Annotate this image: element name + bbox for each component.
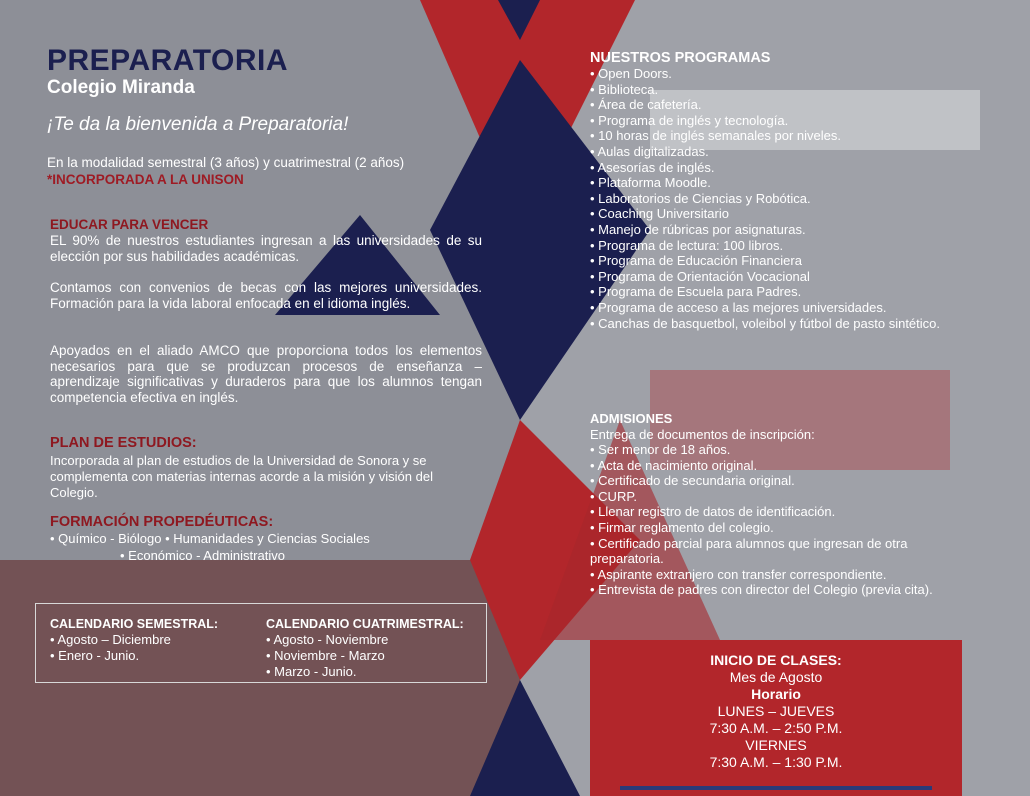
programas-list [590,66,970,331]
list-item: • Programa de Orientación Vocacional [590,268,810,284]
list-item: • Entrevista de padres con director del Colegio (previa cita). [590,582,933,598]
list-item: • Certificado de secundaria original. [590,473,795,489]
formacion-line-1: • Químico - Biólogo • Humanidades y Ciencias Sociales [50,531,370,546]
list-item: • Acta de nacimiento original. [590,457,758,473]
page-title: PREPARATORIA [47,44,289,77]
calendar-box [35,603,487,683]
horario-days-1: LUNES – JUEVES [717,703,835,719]
list-item: • 10 horas de inglés semanales por niveles. [590,128,841,144]
list-item: • Certificado parcial para alumnos que ingresan de otra preparatoria. [590,535,908,567]
educar-paragraph-2: Contamos con convenios de becas con las mejores universidades. Formación para la vida laboral enfocada en el idioma inglés. [50,280,482,311]
formacion-heading: FORMACIÓN PROPEDÉUTICAS: [50,514,274,530]
calendar-semestral-item: • Agosto – Diciembre [50,632,171,647]
calendar-cuatrimestral [266,616,464,680]
list-item: • CURP. [590,488,637,504]
calendar-cuatrimestral-item: • Marzo - Junio. [266,664,357,679]
calendar-semestral-heading: CALENDARIO SEMESTRAL: [50,617,219,631]
list-item: • Programa de inglés y tecnología. [590,112,789,128]
list-item: • Coaching Universitario [590,206,729,222]
list-item: • Asesorías de inglés. [590,159,715,175]
list-item: • Área de cafetería. [590,97,702,113]
calendar-cuatrimestral-item: • Agosto - Noviembre [266,632,389,647]
educar-paragraph-3: Apoyados en el aliado AMCO que proporciona todos los elementos necesarios para que se produzcan procesos de enseñanza – aprendizaje significativas y duraderos para que los alumnos tengan competencia efectiva en inglés. [50,343,482,405]
list-item: • Aulas digitalizadas. [590,143,709,159]
educar-paragraph-1: EL 90% de nuestros estudiantes ingresan a las universidades de su elección por sus habilidades académicas. [50,233,482,264]
calendar-cuatrimestral-heading: CALENDARIO CUATRIMESTRAL: [266,617,464,631]
admisiones-intro: Entrega de documentos de inscripción: [590,427,815,442]
inicio-bottom-bar [620,786,932,790]
list-item: • Programa de Escuela para Padres. [590,284,802,300]
inicio-heading: INICIO DE CLASES: [710,652,842,668]
horario-heading: Horario [751,686,801,702]
modality-text [47,154,447,188]
formacion-line-2: • Económico - Administrativo [120,548,285,563]
list-item: • Firmar reglamento del colegio. [590,519,774,535]
list-item: • Plataforma Moodle. [590,175,711,191]
programas-heading: NUESTROS PROGRAMAS [590,50,771,66]
calendar-cuatrimestral-item: • Noviembre - Marzo [266,648,385,663]
admisiones-heading: ADMISIONES [590,411,673,426]
list-item: • Programa de Educación Financiera [590,253,802,269]
list-item: • Biblioteca. [590,81,659,97]
horario-time-1: 7:30 A.M. – 2:50 P.M. [709,720,843,736]
horario-time-2: 7:30 A.M. – 1:30 P.M. [709,754,843,770]
horario-days-2: VIERNES [745,737,807,753]
inicio-clases-box [590,640,962,796]
incorporated-badge: *INCORPORADA A LA UNISON [47,172,244,187]
inicio-month: Mes de Agosto [729,669,823,685]
modality-description: En la modalidad semestral (3 años) y cuatrimestral (2 años) [47,155,405,170]
educar-heading: EDUCAR PARA VENCER [50,217,209,232]
calendar-semestral [50,616,218,664]
list-item: • Canchas de basquetbol, voleibol y fútbol de pasto sintético. [590,315,940,331]
admisiones-list [590,442,970,598]
list-item: • Manejo de rúbricas por asignaturas. [590,221,806,237]
list-item: • Ser menor de 18 años. [590,442,731,457]
calendar-semestral-item: • Enero - Junio. [50,648,140,663]
school-name: Colegio Miranda [47,77,195,98]
list-item: • Llenar registro de datos de identificación. [590,504,836,520]
list-item: • Open Doors. [590,66,672,81]
plan-text: Incorporada al plan de estudios de la Universidad de Sonora y se complementa con materias internas acorde a la misión y visión del Colegio. [50,453,433,500]
list-item: • Laboratorios de Ciencias y Robótica. [590,190,811,206]
plan-heading: PLAN DE ESTUDIOS: [50,435,197,451]
list-item: • Aspirante extranjero con transfer correspondiente. [590,566,887,582]
welcome-text: ¡Te da la bienvenida a Preparatoria! [47,114,349,135]
list-item: • Programa de lectura: 100 libros. [590,237,784,253]
list-item: • Programa de acceso a las mejores universidades. [590,299,887,315]
